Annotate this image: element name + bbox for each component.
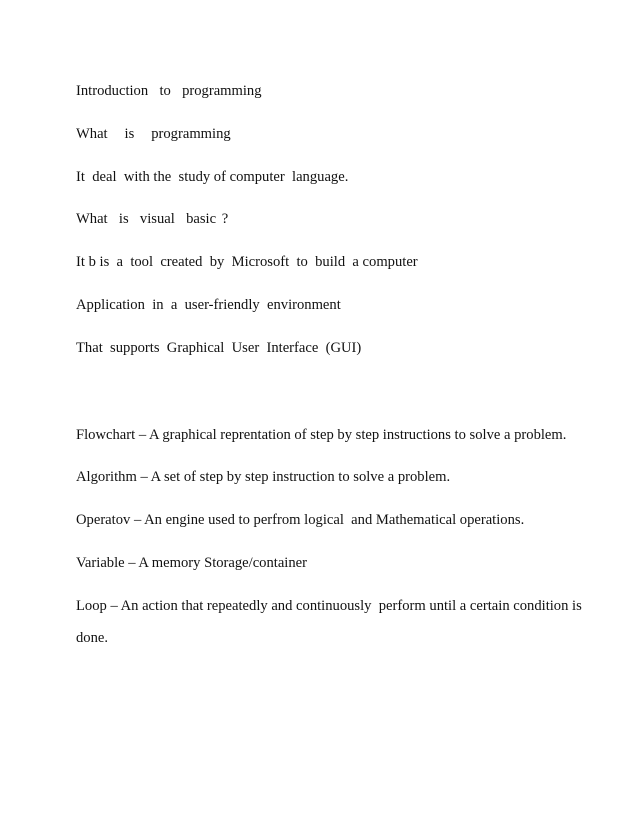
answer-visual-basic-line-1: It b is a tool created by Microsoft to build a computer	[76, 254, 418, 270]
definition-flowchart: Flowchart – A graphical reprentation of step by step instructions to solve a problem.	[76, 427, 567, 443]
heading-introduction: Introduction to programming	[76, 83, 262, 99]
question-what-is-programming: What is programming	[76, 126, 231, 142]
definition-loop-line-1: Loop – An action that repeatedly and continuously perform until a certain condition is	[76, 598, 582, 614]
definition-operator: Operatov – An engine used to perfrom logical and Mathematical operations.	[76, 512, 525, 528]
definition-variable: Variable – A memory Storage/container	[76, 555, 307, 571]
answer-visual-basic-line-3: That supports Graphical User Interface (GUI)	[76, 340, 362, 356]
question-what-is-visual-basic: What is visual basic ?	[76, 211, 229, 227]
definition-algorithm: Algorithm – A set of step by step instruction to solve a problem.	[76, 469, 451, 485]
answer-programming: It deal with the study of computer language.	[76, 169, 349, 185]
definition-loop-line-2: done.	[76, 630, 109, 646]
answer-visual-basic-line-2: Application in a user-friendly environment	[76, 297, 341, 313]
